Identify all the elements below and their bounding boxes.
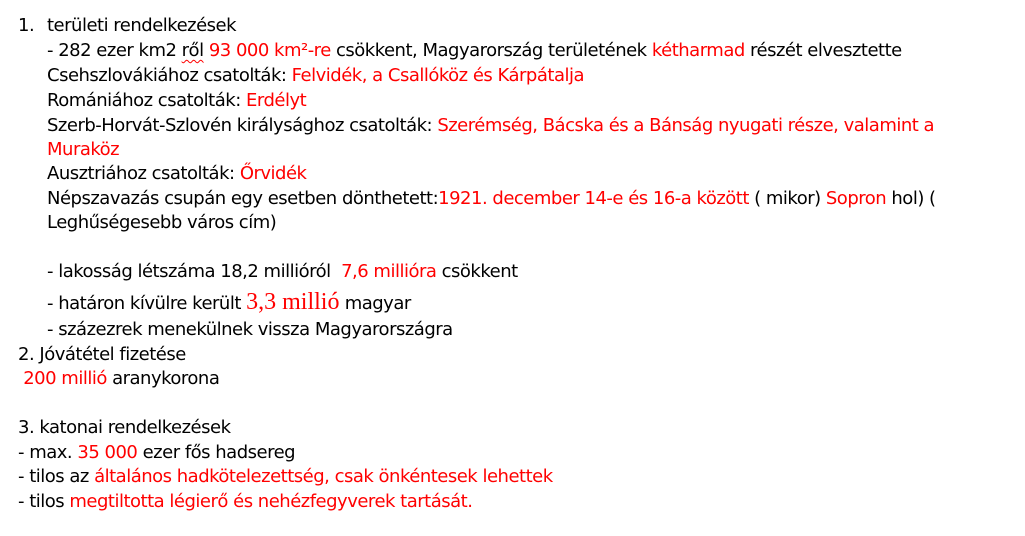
- nepszavazas-line-continued: Leghűségesebb város cím): [47, 212, 277, 233]
- max-line: [18, 441, 295, 465]
- lakossag-text-2: csökkent: [436, 261, 518, 282]
- szhsz-line: [47, 114, 934, 138]
- area-line: [47, 39, 902, 63]
- hataron-text-1: - határon kívülre került: [47, 293, 247, 314]
- tilos2-value: megtiltotta légierő és nehézfegyverek tartását.: [69, 491, 473, 512]
- nepszavazas-date: 1921. december 14-e és 16-a között: [438, 188, 749, 209]
- area-fraction: kétharmad: [651, 40, 745, 61]
- lakossag-value: 7,6 millióra: [341, 261, 437, 282]
- nepszavazas-text-2: ( mikor): [748, 188, 826, 209]
- tilos2-text: - tilos: [18, 491, 70, 512]
- area-value: 93 000 km²-re: [208, 40, 331, 61]
- max-text-1: - max.: [18, 442, 78, 463]
- item3-title: 3. katonai rendelkezések: [18, 417, 231, 438]
- tilos2-line: [18, 490, 472, 514]
- area-text-ending: ről: [181, 40, 204, 61]
- ausztria-line: [47, 162, 306, 186]
- hataron-text-2: magyar: [339, 293, 411, 314]
- csehszlovakia-label: Csehszlovákiához csatolták:: [47, 65, 292, 86]
- szhsz-value-continued: Muraköz: [47, 139, 120, 160]
- max-text-2: ezer fős hadsereg: [137, 442, 296, 463]
- max-value: 35 000: [77, 442, 138, 463]
- csehszlovakia-line: [47, 64, 584, 88]
- hataron-value: 3,3 millió: [246, 289, 340, 315]
- romania-value: Erdélyt: [245, 90, 307, 111]
- nepszavazas-city: Sopron: [825, 188, 887, 209]
- szhsz-value: Szerémség, Bácska és a Bánság nyugati része, valamint a: [437, 115, 935, 136]
- romania-line: [47, 89, 306, 113]
- item2-title: 2. Jóvátétel fizetése: [18, 344, 186, 365]
- nepszavazas-text-1: Népszavazás csupán egy esetben dönthetett:: [47, 188, 439, 209]
- tilos1-value: általános hadkötelezettség, csak önkéntesek lehettek: [94, 466, 553, 487]
- szhsz-label: Szerb-Horvát-Szlovén királysághoz csatolták:: [47, 115, 438, 136]
- nepszavazas-text-3: hol) (: [886, 188, 936, 209]
- csehszlovakia-value: Felvidék, a Csallóköz és Kárpátalja: [291, 65, 585, 86]
- ausztria-value: Őrvidék: [239, 163, 307, 184]
- tilos1-text: - tilos az: [18, 466, 95, 487]
- tilos1-line: [18, 465, 553, 489]
- area-text-3: részét elvesztette: [744, 40, 902, 61]
- szazezrek-line: - százezrek menekülnek vissza Magyarországra: [47, 319, 453, 340]
- item2-amount-line: [18, 367, 219, 391]
- romania-label: Romániához csatolták:: [47, 90, 246, 111]
- item2-amount-value: 200 millió: [18, 368, 107, 389]
- lakossag-line: [47, 260, 518, 284]
- item1-title: területi rendelkezések: [47, 15, 237, 36]
- item2-amount-unit: aranykorona: [106, 368, 220, 389]
- nepszavazas-line: [47, 187, 936, 211]
- ausztria-label: Ausztriához csatolták:: [47, 163, 240, 184]
- hataron-line: [47, 290, 411, 316]
- lakossag-text-1: - lakosság létszáma 18,2 millióról: [47, 261, 342, 282]
- area-text-2: csökkent, Magyarország területének: [330, 40, 652, 61]
- area-text-1: - 282 ezer km2: [47, 40, 182, 61]
- item1-number: 1.: [18, 15, 35, 36]
